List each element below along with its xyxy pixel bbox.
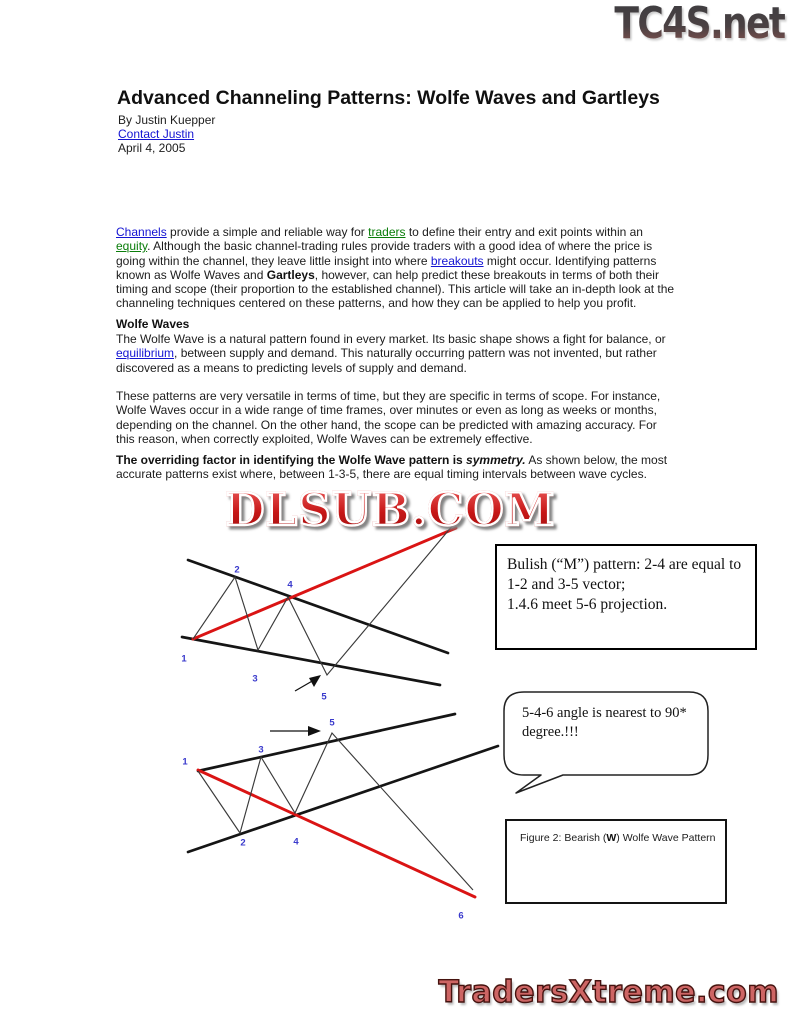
text-segment: ) Wolfe Wave Pattern	[616, 832, 716, 844]
point5-arrowhead	[309, 675, 321, 687]
wave-zigzag	[193, 525, 453, 675]
dlsub-watermark: DLSUB.COM	[0, 484, 781, 536]
paragraph-wolfe-definition	[116, 332, 676, 375]
bullish-wolfe-diagram	[170, 515, 500, 715]
text-segment: The Wolfe Wave is a natural pattern found in every market. Its basic shape shows a fight for balance, or	[116, 332, 666, 346]
wave-zigzag	[198, 733, 473, 890]
bullish-note-line-1: Bulish (“M”) pattern: 2-4 are equal to	[507, 556, 742, 573]
text-segment: The overriding factor in identifying the Wolfe Wave pattern is	[116, 453, 467, 467]
wave-point-label-2: 2	[234, 564, 240, 576]
paragraph-wolfe-versatility	[116, 389, 676, 446]
upper-trendline	[188, 560, 448, 653]
text-segment: provide a simple and reliable way for	[166, 225, 369, 239]
paragraph-symmetry	[116, 453, 676, 482]
bubble-line-1: 5-4-6 angle is nearest to 90*	[522, 705, 687, 721]
wave-point-label-5: 5	[329, 717, 335, 729]
target-line-1-4-6	[193, 528, 456, 639]
inline-link[interactable]: Channels	[116, 225, 167, 239]
text-segment: might occur. Identifying patterns known as Wolfe Waves and	[116, 253, 657, 282]
inline-link[interactable]: equilibrium	[116, 346, 175, 361]
wave-point-label-5: 5	[321, 691, 327, 703]
text-segment: As shown below, the most accurate patterns exist where, between 1-3-5, there are equal timing intervals between wave cycles.	[116, 453, 668, 482]
bearish-wolfe-diagram	[145, 700, 510, 930]
wave-point-label-1: 1	[182, 756, 188, 768]
wave-point-label-4: 4	[293, 836, 299, 848]
wave-point-label-6: 6	[458, 910, 464, 922]
bullish-note-box	[495, 544, 757, 650]
figure-caption	[520, 832, 716, 844]
wave-point-label-3: 3	[252, 673, 258, 685]
inline-link[interactable]: equity	[116, 239, 148, 254]
wave-point-label-1: 1	[181, 653, 187, 665]
article-date: April 4, 2005	[118, 141, 186, 155]
bubble-text	[522, 704, 687, 742]
text-segment: , between supply and demand. This naturally occurring pattern was not invented, but rather discovered as a means to predicting levels of supply and demand.	[116, 346, 657, 375]
text-segment: . Although the basic channel-trading rules provide traders with a good idea of where the price is going within the channel, they leave little insight into where	[116, 239, 653, 268]
section-heading-wolfe-waves: Wolfe Waves	[116, 317, 190, 331]
text-segment: These patterns are very versatile in terms of time, but they are specific in terms of scope. For instance, Wolfe Waves occur in a wide range of time frames, over minutes or even as long as weeks or months, depending on the channel. On the other hand, the scope can be predicted with amazing accuracy. For this reason, when correctly exploited, Wolfe Waves can be extremely effective.	[116, 389, 661, 446]
angle-note-bubble	[503, 691, 715, 803]
bullish-note-line-3: 1.4.6 meet 5-6 projection.	[507, 596, 668, 613]
text-segment: symmetry.	[466, 453, 526, 467]
bullish-note-line-2: 1-2 and 3-5 vector;	[507, 576, 626, 593]
wave-point-label-2: 2	[240, 837, 246, 849]
byline: By Justin Kuepper	[118, 113, 216, 127]
footer-logo: TradersXtreme.com	[438, 975, 779, 1010]
text-segment: Figure 2: Bearish (	[520, 832, 607, 844]
text-segment: , however, can help predict these breakouts in terms of both their timing and scope (their proportion to the established channel). This article will take an in-depth look at the channeling techniques centered on these patterns, and how they can be applied to help you profit.	[116, 267, 675, 311]
bullish-wolfe-lines	[170, 515, 500, 715]
bearish-wolfe-lines	[145, 700, 510, 930]
text-segment: Gartleys	[266, 267, 315, 282]
figure-caption-box	[505, 819, 727, 904]
inline-link[interactable]: breakouts	[430, 253, 484, 268]
inline-link[interactable]: traders	[368, 225, 406, 239]
contact-link[interactable]: Contact Justin	[118, 127, 195, 141]
text-segment: to define their entry and exit points within an	[405, 225, 643, 239]
paragraph-intro	[116, 225, 676, 311]
bubble-line-2: degree.!!!	[522, 724, 579, 740]
upper-trendline	[198, 714, 455, 771]
site-logo: TC4S.net	[614, 0, 785, 49]
page-title: Advanced Channeling Patterns: Wolfe Waves and Gartleys	[117, 87, 660, 109]
text-segment: W	[606, 832, 617, 844]
wave-point-label-3: 3	[258, 744, 264, 756]
wave-point-label-4: 4	[287, 579, 293, 591]
point5-arrowhead	[308, 726, 321, 736]
